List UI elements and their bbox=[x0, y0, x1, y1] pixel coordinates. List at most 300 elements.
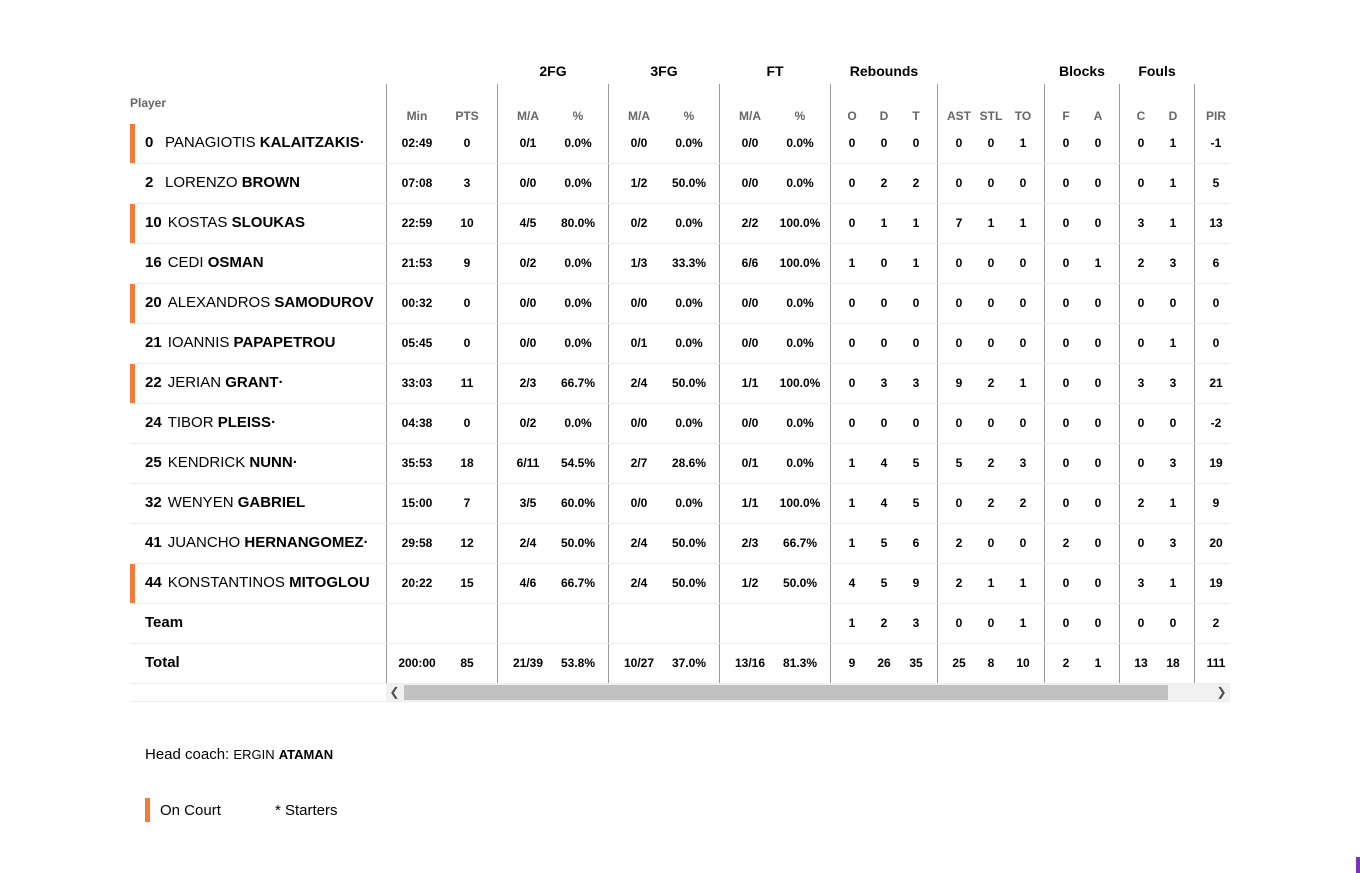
stat-cell: 0 bbox=[880, 416, 888, 430]
stat-cell: 1 bbox=[1169, 216, 1177, 230]
stat-cell: 60.0% bbox=[560, 496, 596, 510]
stat-cell: 0.0% bbox=[675, 496, 703, 510]
stat-cell: 0/0 bbox=[519, 336, 537, 350]
legend-starters: * Starters bbox=[275, 802, 338, 819]
stat-cell: 20 bbox=[1209, 536, 1223, 550]
stat-cell: 0.0% bbox=[675, 336, 703, 350]
on-court-indicator-icon bbox=[130, 284, 135, 323]
legend bbox=[145, 798, 545, 822]
stat-cell: 5 bbox=[955, 456, 963, 470]
stat-cell: 0 bbox=[1137, 456, 1145, 470]
player-row[interactable] bbox=[130, 444, 386, 484]
stat-cell: 0 bbox=[1062, 496, 1070, 510]
stat-cell: 0 bbox=[987, 416, 995, 430]
stat-cell: 1 bbox=[848, 496, 856, 510]
column-header[interactable]: D bbox=[1168, 109, 1178, 123]
team-stats-row bbox=[386, 604, 1230, 644]
stat-cell: 3 bbox=[463, 176, 471, 190]
starter-mark: · bbox=[278, 374, 284, 391]
stat-cell: 0 bbox=[1137, 616, 1145, 630]
column-header[interactable]: F bbox=[1062, 109, 1070, 123]
stat-cell: 3 bbox=[1169, 456, 1177, 470]
stat-cell: 1 bbox=[1094, 656, 1102, 670]
on-court-indicator-icon bbox=[130, 564, 135, 603]
player-name[interactable] bbox=[145, 174, 300, 191]
stat-cell: 1/2 bbox=[741, 576, 759, 590]
stat-cell: 0/0 bbox=[630, 296, 648, 310]
stat-cell: 0 bbox=[1062, 216, 1070, 230]
player-row[interactable] bbox=[130, 484, 386, 524]
player-last-name: KALAITZAKIS bbox=[259, 134, 360, 151]
stat-cell: 54.5% bbox=[560, 456, 596, 470]
stat-cell: 0 bbox=[880, 336, 888, 350]
stat-cell: 5 bbox=[912, 496, 920, 510]
column-headers bbox=[386, 84, 1230, 124]
player-last-name: PAPAPETROU bbox=[233, 334, 336, 351]
column-header[interactable]: O bbox=[847, 109, 857, 123]
stat-cell: 1 bbox=[1019, 376, 1027, 390]
player-number: 16 bbox=[145, 254, 162, 271]
column-header[interactable]: C bbox=[1136, 109, 1146, 123]
player-row[interactable] bbox=[130, 124, 386, 164]
stat-cell: 50.0% bbox=[560, 536, 596, 550]
on-court-indicator-icon bbox=[130, 364, 135, 403]
column-header[interactable]: M/A bbox=[517, 109, 539, 123]
column-header[interactable]: % bbox=[794, 109, 806, 123]
stat-cell: 9 bbox=[463, 256, 471, 270]
horizontal-scrollbar[interactable] bbox=[386, 684, 1230, 701]
stat-cell: 4 bbox=[880, 456, 888, 470]
player-row[interactable] bbox=[130, 284, 386, 324]
team-label: Team bbox=[145, 614, 184, 631]
stat-cell: -1 bbox=[1210, 136, 1222, 150]
stat-cell: 0 bbox=[955, 496, 963, 510]
stat-cell: 26 bbox=[877, 656, 891, 670]
stat-cell: 35 bbox=[909, 656, 923, 670]
stat-cell: 2/4 bbox=[519, 536, 537, 550]
stat-cell: 0 bbox=[848, 296, 856, 310]
stat-cell: 0.0% bbox=[675, 416, 703, 430]
corner-accent bbox=[1356, 857, 1360, 873]
stat-cell: 02:49 bbox=[401, 136, 433, 150]
stat-cell: 0 bbox=[1137, 136, 1145, 150]
stat-cell: 18 bbox=[1166, 656, 1180, 670]
column-header[interactable]: TO bbox=[1014, 109, 1032, 123]
total-row bbox=[130, 644, 386, 684]
stat-cell: 0 bbox=[987, 256, 995, 270]
player-first-name: CEDI bbox=[167, 254, 204, 271]
stat-cell: 0 bbox=[1019, 336, 1027, 350]
stat-cell: 0 bbox=[1094, 576, 1102, 590]
player-row[interactable] bbox=[130, 244, 386, 284]
player-last-name: HERNANGOMEZ bbox=[244, 534, 364, 551]
player-first-name: JERIAN bbox=[167, 374, 222, 391]
stat-cell: 0 bbox=[1137, 416, 1145, 430]
stat-cell: 1 bbox=[987, 576, 995, 590]
stat-cell: 1 bbox=[848, 536, 856, 550]
player-first-name: IOANNIS bbox=[167, 334, 230, 351]
stat-cell: 2/2 bbox=[741, 216, 759, 230]
stat-cell: 15 bbox=[460, 576, 474, 590]
stat-cell: 2/4 bbox=[630, 376, 648, 390]
table-row bbox=[386, 364, 1230, 404]
stat-cell: 53.8% bbox=[560, 656, 596, 670]
stat-cell: 8 bbox=[987, 656, 995, 670]
stat-cell: 80.0% bbox=[560, 216, 596, 230]
table-row bbox=[386, 124, 1230, 164]
table-row bbox=[386, 564, 1230, 604]
stat-cell: 100.0% bbox=[779, 216, 821, 230]
stat-cell: 0.0% bbox=[564, 176, 592, 190]
column-header[interactable]: STL bbox=[979, 109, 1003, 123]
stat-cell: 0 bbox=[1019, 296, 1027, 310]
stat-cell: 0 bbox=[912, 136, 920, 150]
stat-cell: 0 bbox=[1019, 176, 1027, 190]
stat-cell: 0/0 bbox=[741, 336, 759, 350]
player-number: 21 bbox=[145, 334, 162, 351]
stat-cell: 0 bbox=[1212, 296, 1220, 310]
on-court-indicator-icon bbox=[130, 204, 135, 243]
stat-cell: 1 bbox=[848, 616, 856, 630]
stat-cell: 0 bbox=[955, 296, 963, 310]
stat-cell: 0 bbox=[1094, 496, 1102, 510]
player-number: 32 bbox=[145, 494, 162, 511]
player-name[interactable] bbox=[145, 454, 298, 471]
total-stats-row bbox=[386, 644, 1230, 684]
stat-cell: 6/6 bbox=[741, 256, 759, 270]
stat-cell: 0 bbox=[463, 136, 471, 150]
stat-cell: 0 bbox=[1019, 416, 1027, 430]
group-header-fouls: Fouls bbox=[1138, 63, 1176, 79]
stat-cell: 9 bbox=[912, 576, 920, 590]
stat-cell: 0 bbox=[1062, 576, 1070, 590]
stat-cell: 66.7% bbox=[782, 536, 818, 550]
column-header[interactable]: M/A bbox=[739, 109, 761, 123]
player-name[interactable] bbox=[145, 334, 336, 351]
stat-cell: 0 bbox=[987, 136, 995, 150]
stat-cell: 0.0% bbox=[786, 176, 814, 190]
group-header-ft: FT bbox=[766, 63, 784, 79]
stat-cell: 1 bbox=[912, 216, 920, 230]
player-number: 24 bbox=[145, 414, 162, 431]
stat-cell: 0 bbox=[1062, 336, 1070, 350]
stat-cell: 0 bbox=[1212, 336, 1220, 350]
column-header[interactable]: D bbox=[879, 109, 889, 123]
stat-cell: 0 bbox=[955, 336, 963, 350]
player-number: 41 bbox=[145, 534, 162, 551]
stat-cell: 3 bbox=[1169, 536, 1177, 550]
stat-cell: 50.0% bbox=[782, 576, 818, 590]
player-row[interactable] bbox=[130, 324, 386, 364]
stat-cell: 1 bbox=[1169, 176, 1177, 190]
stat-cell: 5 bbox=[880, 536, 888, 550]
stat-cell: 0 bbox=[1137, 176, 1145, 190]
stat-cell: 0.0% bbox=[564, 296, 592, 310]
stat-cell: 0 bbox=[848, 216, 856, 230]
stat-cell: 2/3 bbox=[741, 536, 759, 550]
stat-cell: 0 bbox=[463, 296, 471, 310]
stat-cell: 100.0% bbox=[779, 376, 821, 390]
stat-cell: 100.0% bbox=[779, 496, 821, 510]
stat-cell: 50.0% bbox=[671, 576, 707, 590]
stat-cell: 2 bbox=[955, 536, 963, 550]
player-name[interactable] bbox=[145, 574, 370, 591]
player-name[interactable] bbox=[145, 214, 305, 231]
player-number: 2 bbox=[145, 174, 154, 191]
group-header-3fg: 3FG bbox=[650, 63, 678, 79]
player-header bbox=[130, 84, 386, 124]
stat-cell: 19 bbox=[1209, 576, 1223, 590]
head-coach-first-name: ERGIN bbox=[233, 747, 275, 762]
stat-cell: 2 bbox=[1062, 656, 1070, 670]
player-name[interactable] bbox=[145, 414, 276, 431]
player-row[interactable] bbox=[130, 164, 386, 204]
group-header-2fg: 2FG bbox=[539, 63, 567, 79]
column-header[interactable]: M/A bbox=[628, 109, 650, 123]
stat-cell: 2 bbox=[1137, 256, 1145, 270]
stat-cell: 1/1 bbox=[741, 376, 759, 390]
stat-cell: 0 bbox=[955, 416, 963, 430]
stat-cell: 18 bbox=[460, 456, 474, 470]
stat-cell: 15:00 bbox=[401, 496, 433, 510]
stat-cell: 2 bbox=[987, 496, 995, 510]
player-last-name: SAMODUROV bbox=[274, 294, 374, 311]
stat-cell: 2 bbox=[1062, 536, 1070, 550]
stat-cell: 1/2 bbox=[630, 176, 648, 190]
group-header-blocks: Blocks bbox=[1059, 63, 1105, 79]
player-name[interactable] bbox=[145, 134, 365, 151]
player-row[interactable] bbox=[130, 204, 386, 244]
chevron-left-icon[interactable]: ❮ bbox=[389, 685, 400, 699]
player-first-name: PANAGIOTIS bbox=[165, 134, 256, 151]
stat-cell: 0 bbox=[463, 416, 471, 430]
column-header[interactable]: % bbox=[572, 109, 584, 123]
stat-cell: 0 bbox=[1137, 536, 1145, 550]
stat-cell: 0 bbox=[912, 296, 920, 310]
table-row bbox=[386, 524, 1230, 564]
stat-cell: 0.0% bbox=[786, 456, 814, 470]
player-header-label: Player bbox=[130, 96, 167, 110]
player-row[interactable] bbox=[130, 364, 386, 404]
stat-cell: 5 bbox=[912, 456, 920, 470]
player-first-name: KONSTANTINOS bbox=[167, 574, 285, 591]
table-row bbox=[386, 204, 1230, 244]
player-number: 44 bbox=[145, 574, 162, 591]
stat-cell: 0.0% bbox=[675, 296, 703, 310]
stat-cell: 1 bbox=[1169, 336, 1177, 350]
player-row[interactable] bbox=[130, 564, 386, 604]
column-header[interactable]: AST bbox=[947, 109, 971, 123]
head-coach-last-name: ATAMAN bbox=[278, 747, 334, 762]
player-name[interactable] bbox=[145, 374, 284, 391]
stat-cell: 4/6 bbox=[519, 576, 537, 590]
stat-cell: 5 bbox=[880, 576, 888, 590]
stat-cell: 0/0 bbox=[630, 136, 648, 150]
stats-scroll-area[interactable] bbox=[386, 58, 1230, 701]
table-row bbox=[386, 244, 1230, 284]
stat-cell: 1/1 bbox=[741, 496, 759, 510]
scrollbar-thumb[interactable] bbox=[404, 685, 1168, 700]
stat-cell: 10/27 bbox=[623, 656, 655, 670]
player-number: 22 bbox=[145, 374, 162, 391]
stat-cell: 3 bbox=[912, 376, 920, 390]
player-row[interactable] bbox=[130, 524, 386, 564]
column-header[interactable]: T bbox=[912, 109, 920, 123]
table-row bbox=[386, 444, 1230, 484]
stat-cell: 66.7% bbox=[560, 376, 596, 390]
stat-cell: 19 bbox=[1209, 456, 1223, 470]
stat-cell: 0 bbox=[987, 336, 995, 350]
stat-cell: 0.0% bbox=[675, 216, 703, 230]
table-row bbox=[386, 284, 1230, 324]
stat-cell: 2 bbox=[987, 376, 995, 390]
stat-cell: 1 bbox=[848, 256, 856, 270]
head-coach-prefix: Head coach: bbox=[145, 746, 230, 763]
stat-cell: 1 bbox=[1019, 216, 1027, 230]
stat-cell: 0 bbox=[1094, 296, 1102, 310]
stat-cell: 0/1 bbox=[741, 456, 759, 470]
stat-cell: -2 bbox=[1210, 416, 1222, 430]
player-last-name: OSMAN bbox=[207, 254, 264, 271]
stat-cell: 0 bbox=[955, 256, 963, 270]
stat-cell: 0/2 bbox=[630, 216, 648, 230]
stat-cell: 05:45 bbox=[401, 336, 433, 350]
stat-cell: 3 bbox=[1169, 376, 1177, 390]
stat-cell: 4/5 bbox=[519, 216, 537, 230]
stat-cell: 07:08 bbox=[401, 176, 433, 190]
stat-cell: 0.0% bbox=[564, 136, 592, 150]
stat-cell: 12 bbox=[460, 536, 474, 550]
on-court-indicator-icon bbox=[145, 798, 150, 822]
player-name[interactable] bbox=[145, 294, 374, 311]
stat-cell: 0.0% bbox=[786, 416, 814, 430]
stat-cell: 0 bbox=[1094, 136, 1102, 150]
stat-cell: 3 bbox=[1019, 456, 1027, 470]
team-row bbox=[130, 604, 386, 644]
stat-rows bbox=[386, 124, 1230, 684]
stat-cell: 0/2 bbox=[519, 256, 537, 270]
column-header[interactable]: % bbox=[683, 109, 695, 123]
stat-cell: 0 bbox=[1169, 296, 1177, 310]
stat-cell: 28.6% bbox=[671, 456, 707, 470]
column-header[interactable]: PTS bbox=[455, 109, 479, 123]
stat-cell: 13/16 bbox=[734, 656, 766, 670]
stat-cell: 9 bbox=[955, 376, 963, 390]
stat-cell: 1 bbox=[1169, 136, 1177, 150]
stat-cell: 2 bbox=[955, 576, 963, 590]
stat-cell: 4 bbox=[848, 576, 856, 590]
stat-cell: 0 bbox=[1094, 456, 1102, 470]
column-header[interactable]: Min bbox=[406, 109, 428, 123]
stat-cell: 0 bbox=[987, 296, 995, 310]
table-row bbox=[386, 324, 1230, 364]
stat-cell: 0/0 bbox=[519, 176, 537, 190]
legend-on-court: On Court bbox=[160, 802, 221, 819]
stat-cell: 2 bbox=[912, 176, 920, 190]
stat-cell: 1 bbox=[1169, 576, 1177, 590]
player-name[interactable] bbox=[145, 494, 305, 511]
stat-cell: 0.0% bbox=[786, 296, 814, 310]
stat-cell: 33:03 bbox=[401, 376, 433, 390]
stat-cell: 111 bbox=[1206, 656, 1226, 670]
stat-cell: 66.7% bbox=[560, 576, 596, 590]
stat-cell: 2/4 bbox=[630, 536, 648, 550]
player-first-name: KOSTAS bbox=[167, 214, 228, 231]
stat-cell: 1 bbox=[1019, 616, 1027, 630]
stat-cell: 29:58 bbox=[401, 536, 433, 550]
stat-cell: 6/11 bbox=[516, 456, 540, 470]
stat-cell: 0 bbox=[987, 176, 995, 190]
stat-cell: 0 bbox=[1137, 296, 1145, 310]
stat-cell: 0 bbox=[1019, 536, 1027, 550]
stat-cell: 0 bbox=[1062, 176, 1070, 190]
stat-cell: 0 bbox=[880, 296, 888, 310]
player-name[interactable] bbox=[145, 534, 369, 551]
stat-cell: 1 bbox=[1094, 256, 1102, 270]
stat-cell: 35:53 bbox=[401, 456, 433, 470]
head-coach bbox=[145, 746, 333, 763]
stat-cell: 1 bbox=[1169, 496, 1177, 510]
player-last-name: GRANT bbox=[225, 374, 279, 391]
stat-cell: 2/4 bbox=[630, 576, 648, 590]
player-first-name: KENDRICK bbox=[167, 454, 246, 471]
stat-cell: 0 bbox=[1094, 216, 1102, 230]
player-number: 25 bbox=[145, 454, 162, 471]
stat-cell: 25 bbox=[952, 656, 966, 670]
stat-cell: 0 bbox=[1094, 616, 1102, 630]
stat-cell: 0/0 bbox=[741, 416, 759, 430]
player-number: 10 bbox=[145, 214, 162, 231]
stat-cell: 04:38 bbox=[401, 416, 433, 430]
player-rows bbox=[130, 124, 386, 684]
stat-cell: 11 bbox=[460, 376, 474, 390]
player-name[interactable] bbox=[145, 254, 264, 271]
stat-cell: 0/1 bbox=[519, 136, 537, 150]
stat-cell: 3/5 bbox=[519, 496, 537, 510]
column-header[interactable]: A bbox=[1093, 109, 1103, 123]
player-first-name: TIBOR bbox=[167, 414, 214, 431]
stat-cell: 2 bbox=[1019, 496, 1027, 510]
on-court-indicator-icon bbox=[130, 124, 135, 163]
stat-cell: 0 bbox=[1062, 416, 1070, 430]
stat-cell: 6 bbox=[1212, 256, 1220, 270]
player-number: 20 bbox=[145, 294, 162, 311]
stat-cell: 6 bbox=[912, 536, 920, 550]
stat-cell: 0.0% bbox=[564, 416, 592, 430]
stat-cell: 0.0% bbox=[786, 136, 814, 150]
stat-cell: 0 bbox=[1169, 416, 1177, 430]
stat-cell: 1 bbox=[987, 216, 995, 230]
player-last-name: SLOUKAS bbox=[231, 214, 305, 231]
chevron-right-icon[interactable]: ❯ bbox=[1216, 685, 1227, 699]
stat-cell: 0/2 bbox=[519, 416, 537, 430]
stat-cell: 9 bbox=[1212, 496, 1220, 510]
stat-cell: 0 bbox=[880, 256, 888, 270]
stat-cell: 3 bbox=[1169, 256, 1177, 270]
group-headers bbox=[386, 58, 1230, 84]
starter-mark: · bbox=[363, 534, 369, 551]
stat-cell: 3 bbox=[1137, 576, 1145, 590]
stat-cell: 2 bbox=[987, 456, 995, 470]
stat-cell: 81.3% bbox=[782, 656, 818, 670]
stat-cell: 0 bbox=[987, 616, 995, 630]
stat-cell: 10 bbox=[460, 216, 474, 230]
stat-cell: 2 bbox=[1212, 616, 1220, 630]
player-row[interactable] bbox=[130, 404, 386, 444]
stat-cell: 21/39 bbox=[512, 656, 544, 670]
column-header[interactable]: PIR bbox=[1205, 109, 1226, 123]
stat-cell: 50.0% bbox=[671, 176, 707, 190]
